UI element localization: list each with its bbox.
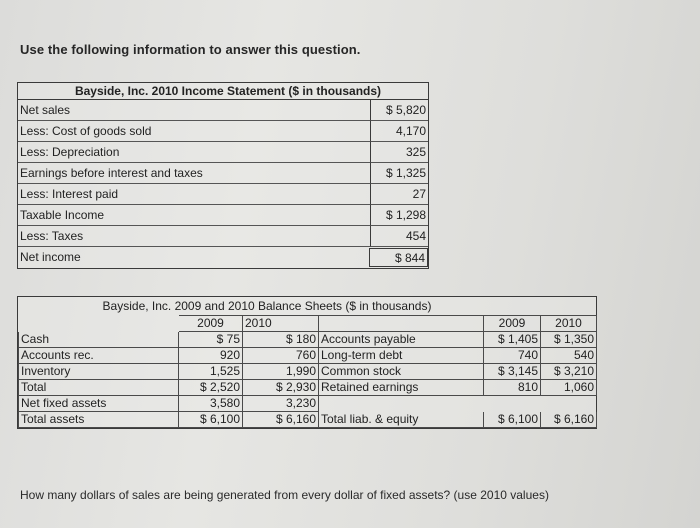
question-text: How many dollars of sales are being generated from every dollar of fixed assets? (use 2010 values) bbox=[20, 488, 549, 502]
blank-cell bbox=[319, 396, 484, 412]
asset-2009-value: 3,580 bbox=[179, 396, 243, 412]
asset-label: Total bbox=[19, 380, 179, 396]
income-row-depreciation bbox=[18, 142, 428, 163]
asset-2009-value: 1,525 bbox=[179, 364, 243, 380]
liability-label: Common stock bbox=[319, 364, 484, 380]
liability-2009-value: 810 bbox=[484, 380, 541, 396]
blank-cell bbox=[19, 316, 179, 332]
income-row-interest bbox=[18, 184, 428, 205]
asset-2010-value: $ 2,930 bbox=[243, 380, 319, 396]
blank-cell bbox=[484, 396, 541, 412]
income-row-net-sales bbox=[18, 100, 428, 121]
income-row-label: Less: Depreciation bbox=[18, 142, 370, 163]
asset-2009-value: $ 6,100 bbox=[179, 412, 243, 428]
liability-2010-value: $ 3,210 bbox=[541, 364, 597, 380]
income-row-label: Net sales bbox=[18, 100, 370, 121]
income-row-label: Less: Interest paid bbox=[18, 184, 370, 205]
asset-2010-value: $ 6,160 bbox=[243, 412, 319, 428]
income-row-value: $ 1,298 bbox=[370, 205, 428, 226]
asset-2010-value: $ 180 bbox=[243, 332, 319, 348]
income-row-cogs bbox=[18, 121, 428, 142]
table-row bbox=[19, 380, 597, 396]
blank-cell bbox=[541, 396, 597, 412]
asset-2009-value: $ 75 bbox=[179, 332, 243, 348]
liability-2010-value: 540 bbox=[541, 348, 597, 364]
income-row-taxable-income bbox=[18, 205, 428, 226]
balance-sheet-title: Bayside, Inc. 2009 and 2010 Balance Sheets ($ in thousands) bbox=[102, 299, 432, 313]
assets-year-2010-header: 2010 bbox=[243, 316, 319, 332]
asset-label: Total assets bbox=[19, 412, 179, 428]
liability-2009-value: 740 bbox=[484, 348, 541, 364]
blank-cell bbox=[319, 316, 484, 332]
asset-label: Inventory bbox=[19, 364, 179, 380]
balance-sheet-table bbox=[17, 296, 597, 429]
income-row-taxes bbox=[18, 226, 428, 247]
income-row-label: Net income bbox=[20, 250, 81, 264]
income-row-value: $ 1,325 bbox=[370, 163, 428, 184]
income-row-label: Taxable Income bbox=[18, 205, 370, 226]
table-row bbox=[19, 396, 597, 412]
liability-2009-value: $ 3,145 bbox=[484, 364, 541, 380]
income-row-value: 454 bbox=[370, 226, 428, 247]
liability-2009-value: $ 1,405 bbox=[484, 332, 541, 348]
asset-2010-value: 3,230 bbox=[243, 396, 319, 412]
income-row-ebit bbox=[18, 163, 428, 184]
income-statement-table bbox=[17, 82, 429, 269]
assets-year-2009-header: 2009 bbox=[179, 316, 243, 332]
income-row-value: 325 bbox=[370, 142, 428, 163]
income-row-label: Less: Taxes bbox=[18, 226, 370, 247]
asset-2010-value: 760 bbox=[243, 348, 319, 364]
income-row-net-income bbox=[18, 247, 428, 268]
table-row bbox=[19, 348, 597, 364]
income-row-value: 4,170 bbox=[370, 121, 428, 142]
income-row-label: Earnings before interest and taxes bbox=[18, 163, 370, 184]
liability-2010-value: 1,060 bbox=[541, 380, 597, 396]
liab-year-2009-header: 2009 bbox=[484, 316, 541, 332]
income-row-value: 27 bbox=[370, 184, 428, 205]
asset-2009-value: 920 bbox=[179, 348, 243, 364]
instruction-text: Use the following information to answer this question. bbox=[20, 42, 361, 57]
income-row-value: $ 844 bbox=[369, 248, 428, 267]
liab-year-2010-header: 2010 bbox=[541, 316, 597, 332]
liability-2010-value: $ 1,350 bbox=[541, 332, 597, 348]
income-row-value: $ 5,820 bbox=[370, 100, 428, 121]
liability-2010-value: $ 6,160 bbox=[541, 412, 597, 428]
liability-label: Total liab. & equity bbox=[319, 412, 484, 428]
liability-label: Long-term debt bbox=[319, 348, 484, 364]
asset-label: Net fixed assets bbox=[19, 396, 179, 412]
income-row-label: Less: Cost of goods sold bbox=[18, 121, 370, 142]
liability-2009-value: $ 6,100 bbox=[484, 412, 541, 428]
table-row bbox=[19, 332, 597, 348]
income-statement-title: Bayside, Inc. 2010 Income Statement ($ in thousands) bbox=[18, 83, 428, 100]
balance-sheet-header-row bbox=[19, 316, 597, 332]
liability-label: Accounts payable bbox=[319, 332, 484, 348]
liability-label: Retained earnings bbox=[319, 380, 484, 396]
asset-2009-value: $ 2,520 bbox=[179, 380, 243, 396]
table-row bbox=[19, 364, 597, 380]
asset-label: Accounts rec. bbox=[19, 348, 179, 364]
table-row bbox=[19, 412, 597, 428]
asset-2010-value: 1,990 bbox=[243, 364, 319, 380]
asset-label: Cash bbox=[19, 332, 179, 348]
